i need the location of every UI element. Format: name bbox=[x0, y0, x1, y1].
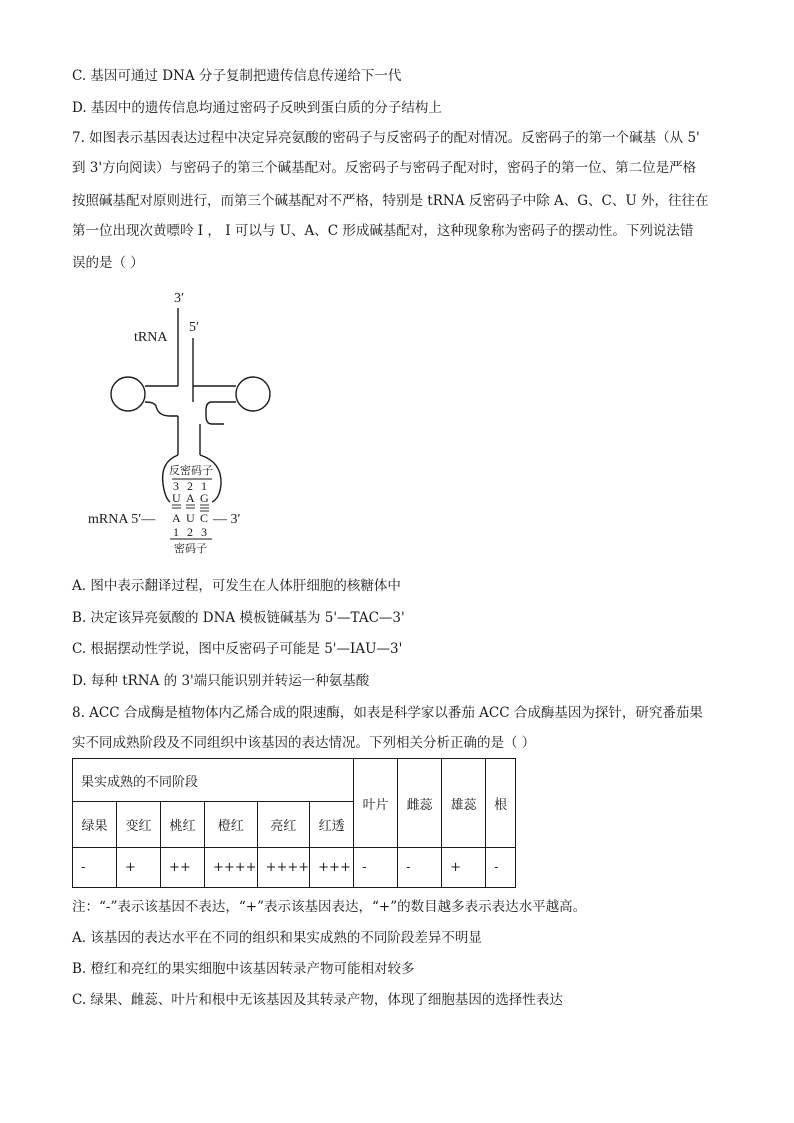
anticodon-position-1: 1 bbox=[201, 479, 207, 493]
header-bright-red: 亮红 bbox=[257, 802, 310, 848]
stem-line: 误的是（ ） bbox=[72, 255, 144, 271]
header-root: 根 bbox=[486, 759, 516, 848]
table-cell: ++++ bbox=[257, 848, 310, 888]
header-orange: 橙红 bbox=[205, 802, 258, 848]
mrna-label bbox=[88, 512, 156, 527]
q7-option-b: B. 决定该异亮氨酸的 DNA 模板链碱基为 5'—TAC—3' bbox=[72, 610, 405, 626]
trna-label: tRNA bbox=[134, 330, 168, 345]
anticodon-base-g: G bbox=[200, 491, 209, 505]
table-cell: - bbox=[486, 848, 516, 888]
left-arm bbox=[145, 386, 178, 416]
codon-base-u: U bbox=[186, 511, 195, 525]
table-cell: + bbox=[117, 848, 161, 888]
q7-option-c: C. 根据摆动性学说，图中反密码子可能是 5'—IAU—3' bbox=[72, 641, 403, 657]
q8-option-b: B. 橙红和亮红的果实细胞中该基因转录产物可能相对较多 bbox=[72, 961, 415, 977]
left-loop bbox=[111, 377, 145, 411]
codon-position-3: 3 bbox=[201, 525, 207, 539]
trna-diagram bbox=[80, 282, 280, 562]
question-8-stem-line: 8. ACC 合成酶是植物体内乙烯合成的限速酶，如表是科学家以番茄 ACC 合成酶基因为探针，研究番茄果 bbox=[72, 705, 703, 721]
table-cell: - bbox=[354, 848, 398, 888]
codon-base-a: A bbox=[172, 511, 181, 525]
q7-option-a: A. 图中表示翻译过程，可发生在人体肝细胞的核糖体中 bbox=[72, 578, 401, 594]
table-cell: ++ bbox=[161, 848, 205, 888]
stem-line: 第一位出现次黄嘌呤 I ， I 可以与 U、A、C 形成碱基配对，这种现象称为密码子的摆动性。下列说法错 bbox=[72, 223, 694, 239]
option-d-prev: D. 基因中的遗传信息均通过密码子反映到蛋白质的分子结构上 bbox=[72, 100, 442, 116]
stem-line: 按照碱基配对原则进行，而第三个碱基配对不严格，特别是 tRNA 反密码子中除 A、G、C、U 外，往往在 bbox=[72, 193, 709, 209]
table-cell: - bbox=[73, 848, 117, 888]
table-cell: - bbox=[398, 848, 442, 888]
anticodon-base-a: A bbox=[186, 491, 195, 505]
anticodon-stem bbox=[178, 416, 200, 455]
table-cell: ++++ bbox=[205, 848, 258, 888]
mrna-name: mRNA bbox=[88, 512, 128, 527]
table-cell: +++ bbox=[310, 848, 354, 888]
table-note: 注：“-”表示该基因不表达，“+”表示该基因表达，“+”的数目越多表示表达水平越高。 bbox=[72, 899, 587, 915]
trna-3-end-label: 3′ bbox=[174, 291, 185, 306]
anticodon-base-u: U bbox=[172, 491, 181, 505]
right-loop bbox=[236, 377, 270, 411]
trna-5-end-label: 5′ bbox=[189, 320, 200, 335]
q7-option-d: D. 每种 tRNA 的 3'端只能识别并转运一种氨基酸 bbox=[72, 673, 370, 689]
header-full-red: 红透 bbox=[310, 802, 354, 848]
codon-position-1: 1 bbox=[173, 525, 179, 539]
option-c-prev: C. 基因可通过 DNA 分子复制把遗传信息传递给下一代 bbox=[72, 68, 402, 84]
header-turning: 变红 bbox=[117, 802, 161, 848]
header-stamen: 雄蕊 bbox=[442, 759, 486, 848]
anticodon-label: 反密码子 bbox=[169, 465, 213, 477]
question-8-stem-line: 实不同成熟阶段及不同组织中该基因的表达情况。下列相关分析正确的是（ ） bbox=[72, 735, 536, 751]
anticodon-position-3: 3 bbox=[173, 479, 179, 493]
stem-line: 到 3'方向阅读）与密码子的第三个碱基配对。反密码子与密码子配对时，密码子的第一位、第二位是严格 bbox=[72, 160, 697, 176]
right-arm bbox=[193, 386, 236, 424]
codon-label: 密码子 bbox=[174, 543, 207, 555]
header-leaf: 叶片 bbox=[354, 759, 398, 848]
header-pink: 桃红 bbox=[161, 802, 205, 848]
anticodon-position-2: 2 bbox=[187, 479, 193, 493]
header-pistil: 雌蕊 bbox=[398, 759, 442, 848]
codon-base-c: C bbox=[200, 511, 209, 525]
mrna-3-end: — 3′ bbox=[213, 512, 241, 527]
q8-option-a: A. 该基因的表达水平在不同的组织和果实成熟的不同阶段差异不明显 bbox=[72, 930, 482, 946]
codon-position-2: 2 bbox=[187, 525, 193, 539]
q8-option-c: C. 绿果、雌蕊、叶片和根中无该基因及其转录产物，体现了细胞基因的选择性表达 bbox=[72, 992, 563, 1008]
header-green: 绿果 bbox=[73, 802, 117, 848]
group-header: 果实成熟的不同阶段 bbox=[73, 759, 354, 802]
stem-line: 7. 如图表示基因表达过程中决定异亮氨酸的密码子与反密码子的配对情况。反密码子的第一个碱基（从 5' bbox=[72, 130, 700, 146]
expression-table bbox=[72, 758, 516, 888]
table-cell: + bbox=[442, 848, 486, 888]
mrna-5-end: 5′— bbox=[131, 512, 156, 527]
